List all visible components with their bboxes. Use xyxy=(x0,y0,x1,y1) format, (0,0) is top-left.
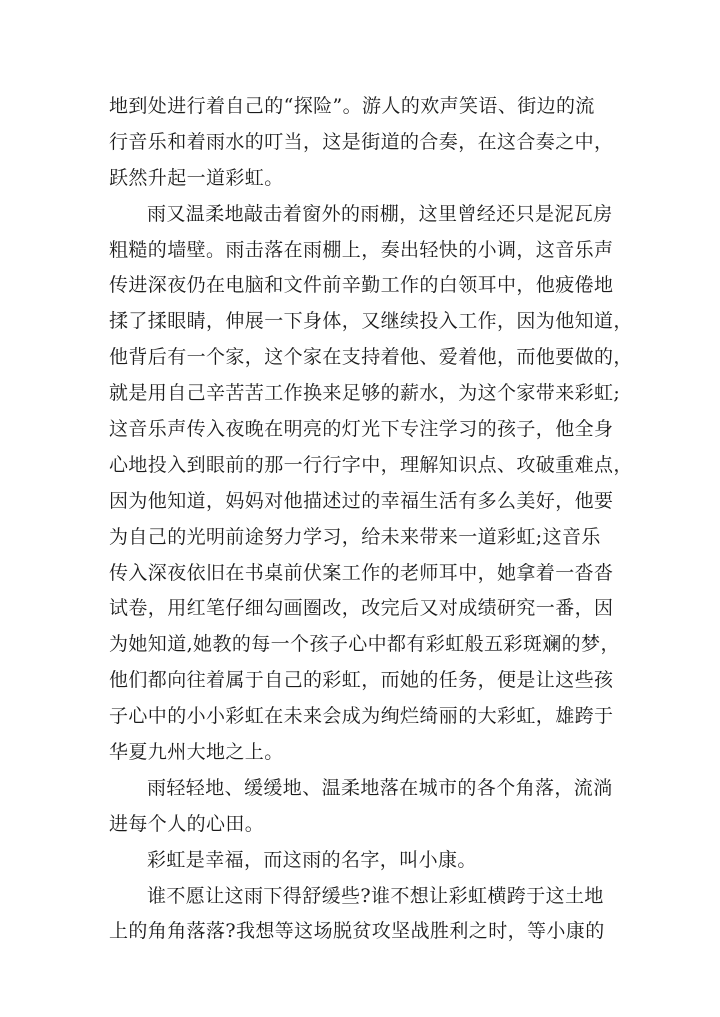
paragraph-start-line: 雨又温柔地敲击着窗外的雨棚，这里曾经还只是泥瓦房 xyxy=(147,202,613,225)
text-line: 心地投入到眼前的那一行行字中，理解知识点、攻破重难点， xyxy=(109,453,633,476)
document-body xyxy=(109,89,633,950)
text-line: 跃然升起一道彩虹。 xyxy=(109,166,284,189)
text-line: 传入深夜依旧在书桌前伏案工作的老师耳中，她拿着一沓沓 xyxy=(109,561,614,584)
text-line: 行音乐和着雨水的叮当，这是街道的合奏，在这合奏之中， xyxy=(109,130,614,153)
text-line: 揉了揉眼睛，伸展一下身体，又继续投入工作，因为他知道， xyxy=(109,310,633,333)
text-line: 因为他知道，妈妈对他描述过的幸福生活有多么美好，他要 xyxy=(109,489,614,512)
text-line: 华夏九州大地之上。 xyxy=(109,741,284,764)
text-line: 就是用自己辛苦苦工作换来足够的薪水，为这个家带来彩虹; xyxy=(109,382,621,405)
text-line: 进每个人的心田。 xyxy=(109,812,265,835)
text-line: 为自己的光明前途努力学习，给未来带来一道彩虹;这音乐 xyxy=(109,525,601,548)
text-line: 子心中的小小彩虹在未来会成为绚烂绮丽的大彩虹，雄跨于 xyxy=(109,705,614,728)
text-line: 为她知道,她教的每一个孩子心中都有彩虹般五彩斑斓的梦， xyxy=(109,633,620,656)
text-line: 他们都向往着属于自己的彩虹，而她的任务，便是让这些孩 xyxy=(109,669,614,692)
text-line: 粗糙的墙壁。雨击落在雨棚上，奏出轻快的小调，这音乐声 xyxy=(109,238,614,261)
paragraph-start-line: 雨轻轻地、缓缓地、温柔地落在城市的各个角落，流淌 xyxy=(147,776,613,799)
text-line: 试卷，用红笔仔细勾画圈改，改完后又对成绩研究一番，因 xyxy=(109,597,614,620)
paragraph-start-line: 谁不愿让这雨下得舒缓些?谁不想让彩虹横跨于这土地 xyxy=(147,884,604,907)
text-line: 他背后有一个家，这个家在支持着他、爱着他，而他要做的， xyxy=(109,346,633,369)
text-line: 传进深夜仍在电脑和文件前辛勤工作的白领耳中，他疲倦地 xyxy=(109,274,614,297)
text-line: 上的角角落落?我想等这场脱贫攻坚战胜利之时，等小康的 xyxy=(109,920,605,943)
paragraph-start-line: 彩虹是幸福，而这雨的名字，叫小康。 xyxy=(147,848,477,871)
text-line: 这音乐声传入夜晚在明亮的灯光下专注学习的孩子，他全身 xyxy=(109,418,614,441)
text-line: 地到处进行着自己的“探险”。游人的欢声笑语、街边的流 xyxy=(109,95,595,117)
